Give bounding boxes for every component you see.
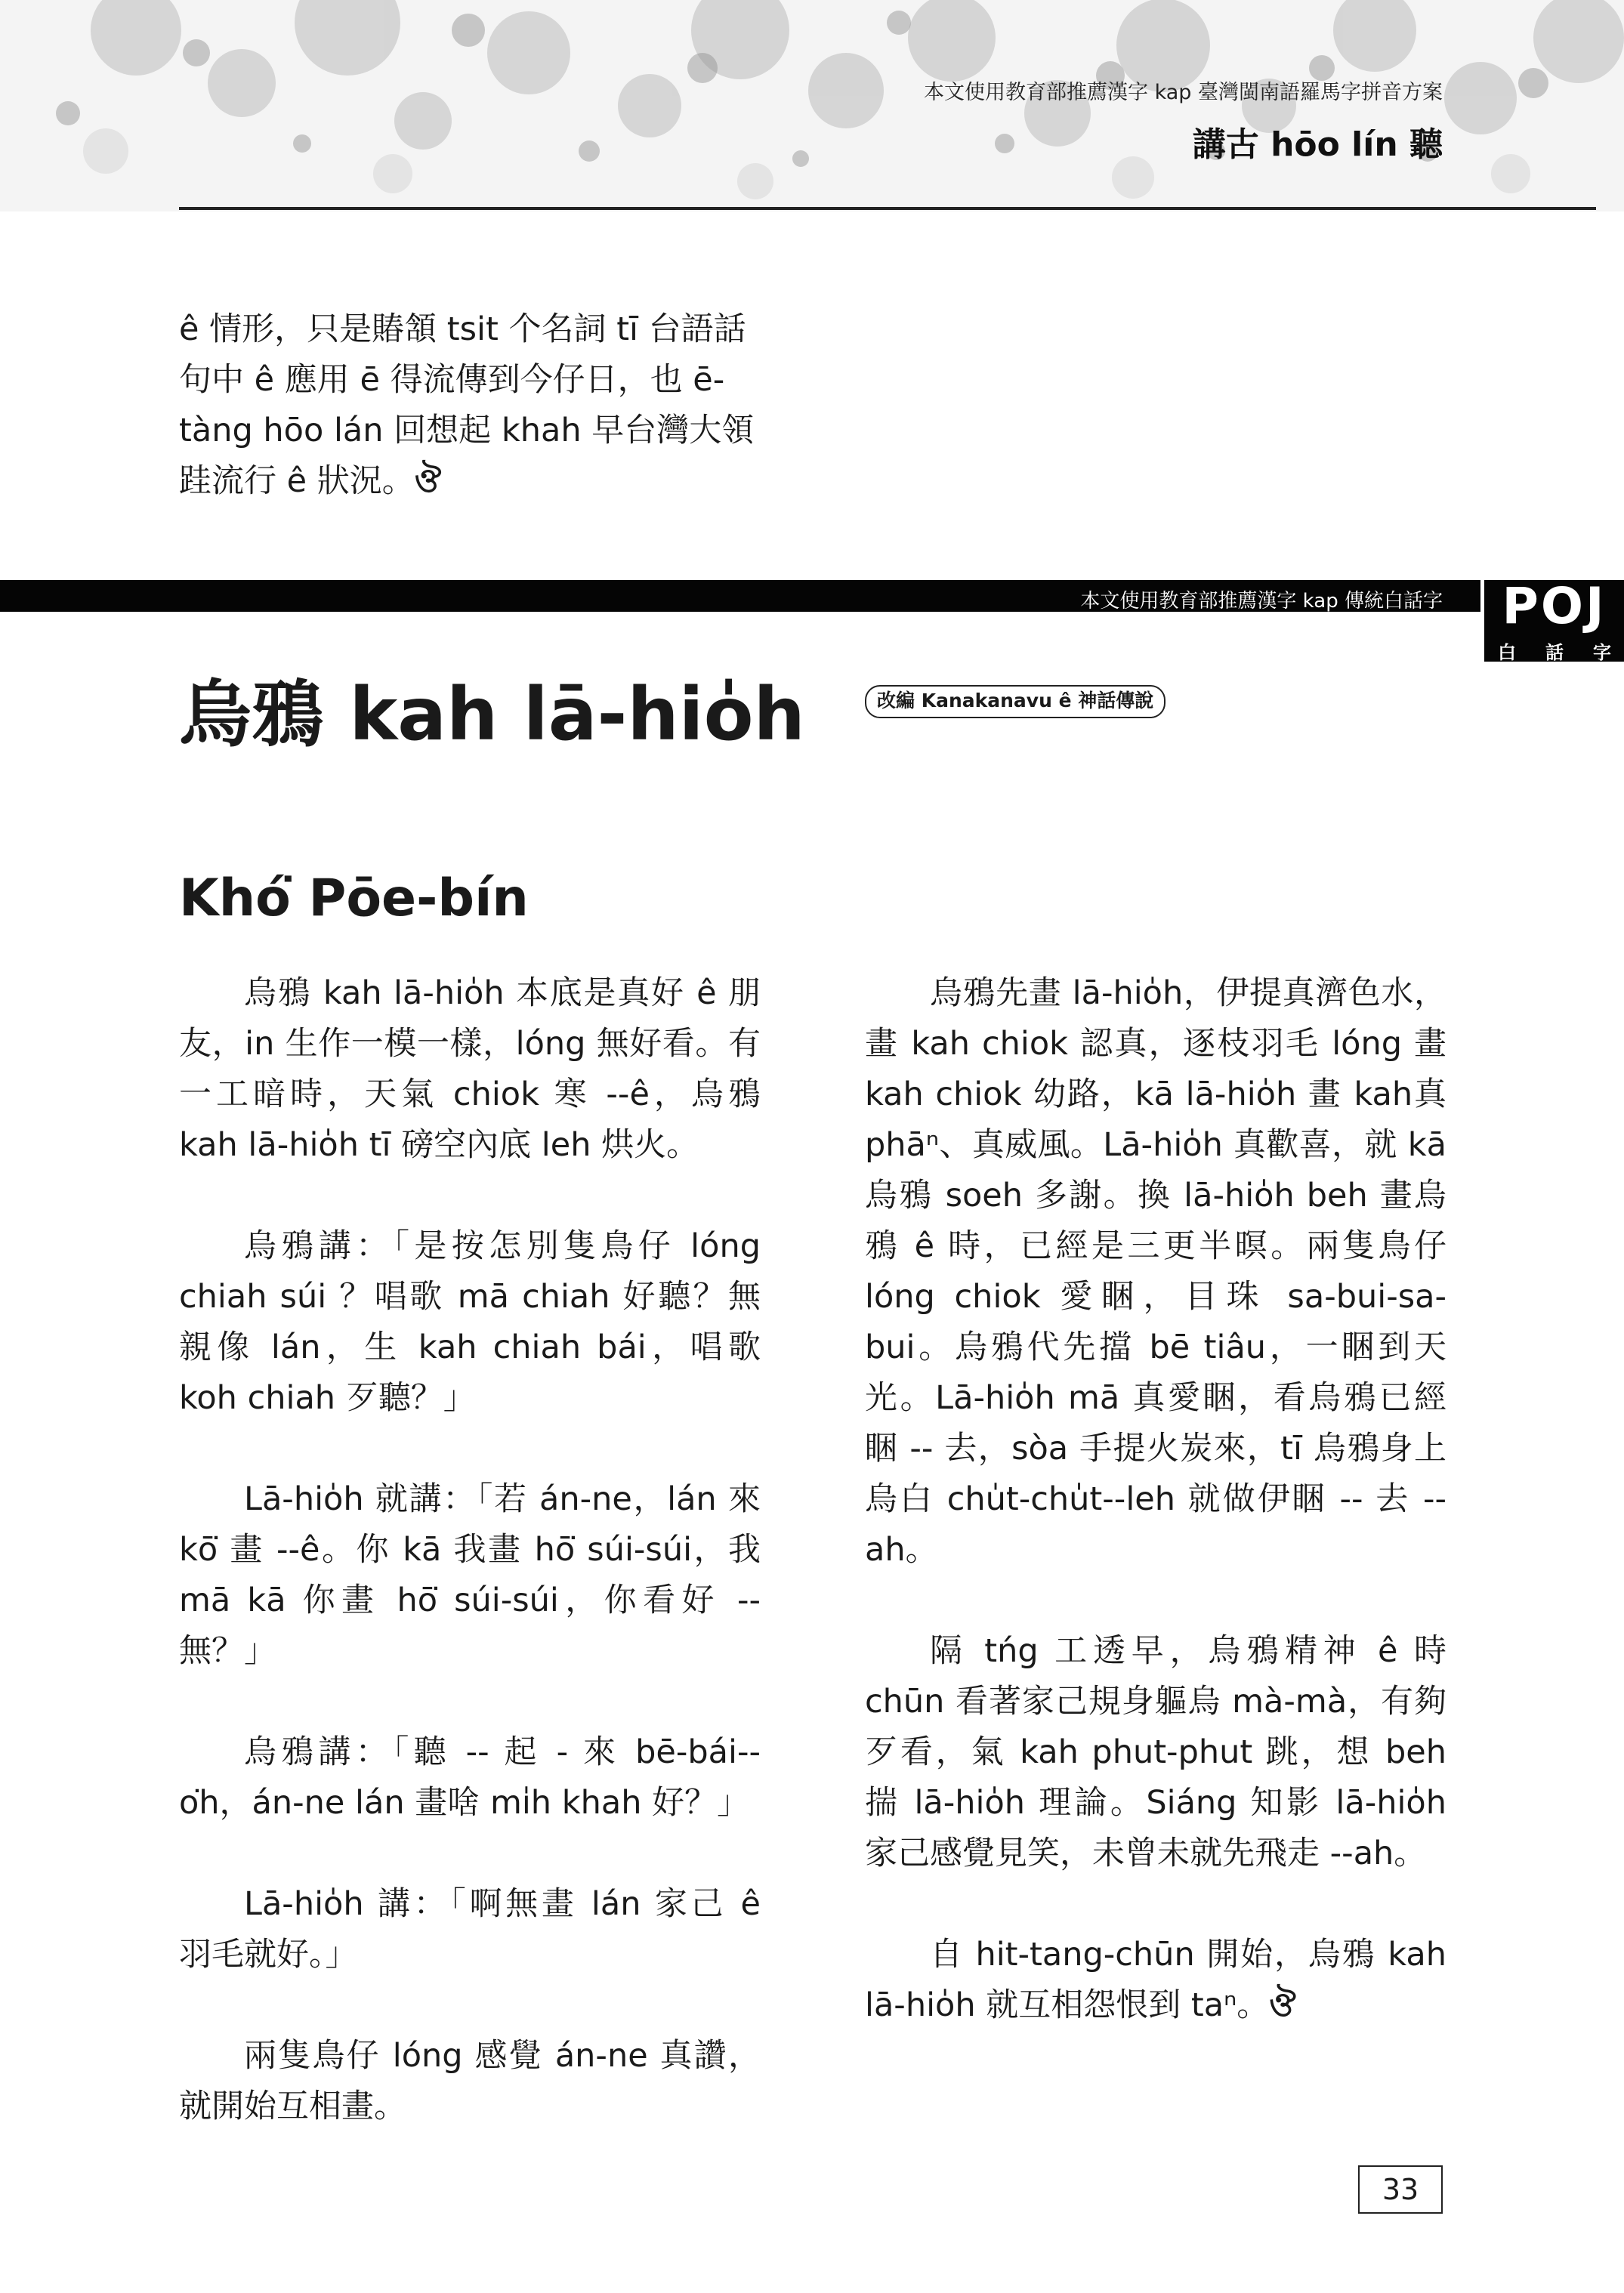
right-column xyxy=(865,968,1446,2082)
header-note: 本文使用教育部推薦漢字 kap 臺灣閩南語羅馬字拼音方案 xyxy=(923,81,1443,104)
header-title: 講古 hōo lín 聽 xyxy=(1192,125,1443,164)
left-column xyxy=(179,968,761,2183)
poj-badge-main: POJ xyxy=(1502,577,1607,635)
article-subtitle: 改編 Kanakanavu ê 神話傳說 xyxy=(865,685,1166,718)
header-rule xyxy=(179,207,1596,210)
poj-badge-char: 字 xyxy=(1593,642,1611,663)
paragraph: Lā-hio̍h 講：「啊無畫 lán 家己 ê 羽毛就好。」 xyxy=(179,1885,761,1974)
paragraph: 隔 tńg 工透早，烏鴉精神 ê 時 chūn 看著家己規身軀烏 mà-mà，有夠歹看，氣 kah phut-phut 跳，想 beh 揣 lā-hio̍h 理論。Siáng 知影 lā-hio̍h 家己感覺見笑，未曾未就先飛走 --ah。 xyxy=(865,1632,1446,1872)
paragraph: 烏鴉先畫 lā-hio̍h，伊提真濟色水，畫 kah chiok 認真，逐枝羽毛 lóng 畫 kah chiok 幼路，kā lā-hio̍h 畫 kah真 phāⁿ、真威風。Lā-hio̍h 真歡喜，就 kā 烏鴉 soeh 多謝。換 lā-hio̍h beh 畫烏鴉 ê 時，已經是三更半暝。兩隻鳥仔 lóng chiok 愛睏，目珠 sa-bui-sa-bui。烏鴉代先擋 bē tiâu，一睏到天光。Lā-hio̍h mā 真愛睏，看烏鴉已經睏 -- 去，sòa 手提火炭來，tī 烏鴉身上烏白 chu̍t-chu̍t--leh 就做伊睏 -- 去 --ah。 xyxy=(865,974,1446,1569)
page-number: 33 xyxy=(1358,2165,1443,2214)
article-author: Khó͘ Pōe-bín xyxy=(179,869,529,928)
intro-text: ê 情形，只是賰頷 tsit 个名詞 tī 台語話句中 ê 應用 ē 得流傳到今仔日，也 ē-tàng hōo lán 回想起 khah 早台灣大領跬流行 ê 狀況。 xyxy=(179,310,755,500)
paragraph-final xyxy=(865,1930,1446,2031)
end-mark-icon: ঔ xyxy=(1269,1986,1296,2024)
paragraph: 烏鴉 kah lā-hio̍h 本底是真好 ê 朋友，in 生作一模一樣，lóng 無好看。有一工暗時，天氣 chiok 寒 --ê，烏鴉 kah lā-hio̍h tī 磅空內底 leh 烘火。 xyxy=(179,974,761,1164)
paragraph: 烏鴉講：「聽 -- 起 - 來 bē-bái--o͘h，án-ne lán 畫啥 mi̍h khah 好？」 xyxy=(179,1733,761,1822)
poj-badge-char: 話 xyxy=(1545,642,1564,663)
section-band-note: 本文使用教育部推薦漢字 kap 傳統白話字 xyxy=(1080,590,1443,613)
paragraph: 烏鴉講：「是按怎別隻鳥仔 lóng chiah súi ？唱歌 mā chiah 好聽？無親像 lán，生 kah chiah bái，唱歌 koh chiah 歹聽？」 xyxy=(179,1227,761,1417)
poj-badge xyxy=(1484,577,1624,663)
poj-badge-sub xyxy=(1498,637,1611,664)
intro-paragraph xyxy=(179,304,761,507)
ink-splash-background xyxy=(0,0,1624,211)
paragraph: 兩隻鳥仔 lóng 感覺 án-ne 真讚，就開始互相畫。 xyxy=(179,2037,761,2125)
end-mark-icon: ঔ xyxy=(414,462,442,500)
paragraph-text: 自 hit-tang-chūn 開始，烏鴉 kah lā-hio̍h 就互相怨恨到 taⁿ。 xyxy=(865,1936,1446,2024)
article-title: 烏鴉 kah lā-hio̍h xyxy=(179,672,805,757)
paragraph: Lā-hio̍h 就講：「若 án-ne，lán 來 kō͘ 畫 --ê。你 kā 我畫 hō͘ súi-súi，我 mā kā 你畫 hō͘ súi-súi，你看好 -- 無？」 xyxy=(179,1480,761,1670)
poj-badge-char: 白 xyxy=(1498,642,1516,663)
